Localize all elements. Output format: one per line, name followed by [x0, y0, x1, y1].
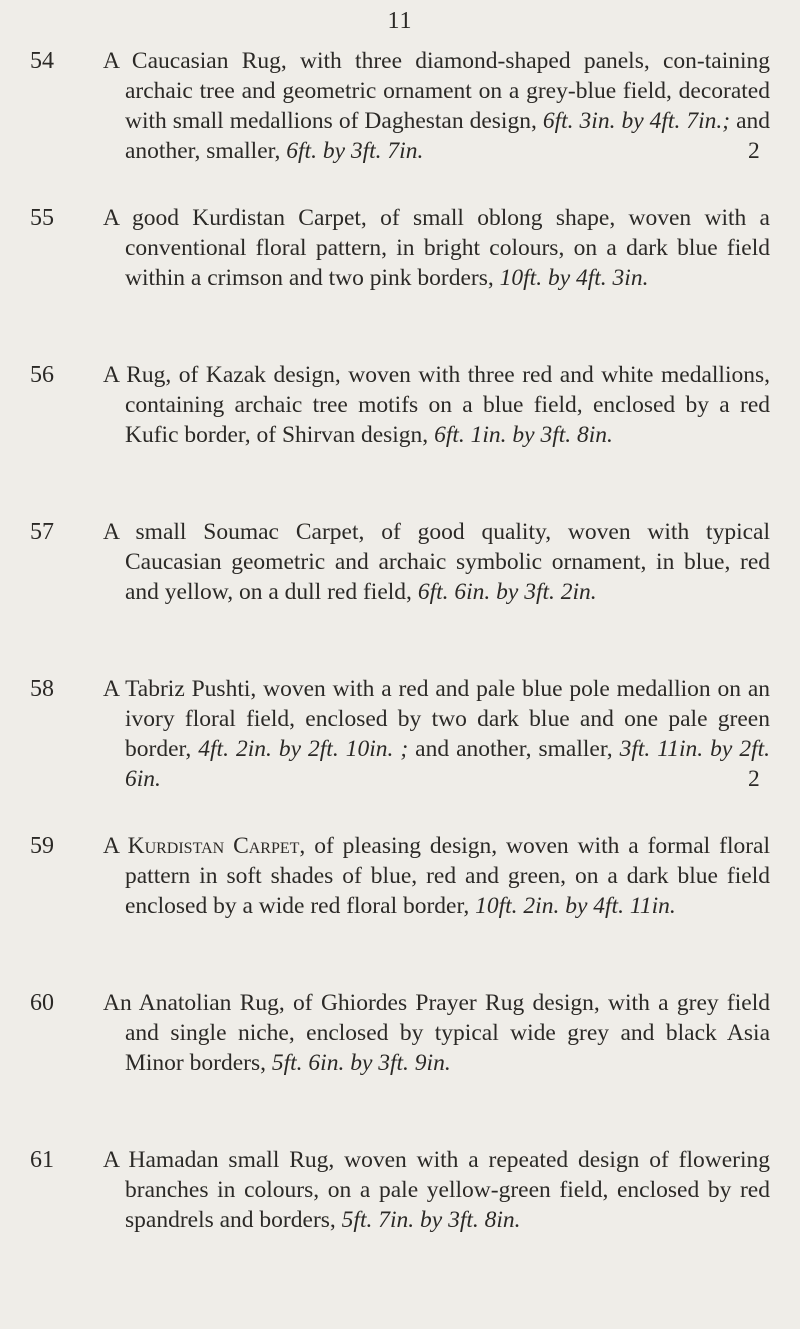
lot-description [103, 203, 770, 293]
lot-entry [0, 988, 800, 1145]
lot-dimensions: 6ft. 6in. by 3ft. 2in. [417, 579, 597, 605]
page-number: 11 [387, 8, 413, 34]
lot-text: A small Soumac Carpet, of good quality, woven with typical Caucasian geometric and archaic symbolic ornament, in blue, red and yellow, on a dull red field, [103, 519, 770, 605]
lot-entry [0, 203, 800, 360]
lot-description [103, 1145, 770, 1235]
lot-number: 56 [30, 362, 54, 388]
lot-text-additional: and another, smaller, [415, 736, 613, 762]
lot-entry [0, 517, 800, 674]
lot-description: A Tabriz Pushti, woven with a red and pale blue pole medallion on an ivory floral field, enclosed by two dark blue and one pale green border, 4ft. 2in. by 2ft. 10in. ; and another, smaller, 3ft. 11in. by 2ft. 6in. 2 [103, 676, 771, 792]
lot-list [0, 46, 800, 1302]
lot-dimensions-additional: 3ft. 11in. by 2ft. 6in. [125, 736, 771, 792]
lot-description [103, 831, 770, 921]
lot-dimensions: 5ft. 7in. by 3ft. 8in. [341, 1207, 521, 1233]
lot-text: A Tabriz Pushti, woven with a red and pale blue pole medallion on an ivory floral field, enclosed by two dark blue and one pale green border, [103, 676, 770, 762]
lot-dimensions: 10ft. 2in. by 4ft. 11in. [475, 893, 676, 919]
lot-description: A Caucasian Rug, with three diamond-shaped panels, con-taining archaic tree and geometric ornament on a grey-blue field, decorated with small medallions of Daghestan design, 6ft. 3in. by 4ft. 7in.; and another, smaller, 6ft. by 3ft. 7in. 2 [103, 48, 771, 164]
lot-number: 57 [30, 519, 54, 545]
lot-text: A Rug, of Kazak design, woven with three red and white medallions, containing archaic tree motifs on a blue field, enclosed by a red Kufic border, of Shirvan design, [103, 362, 770, 448]
lot-title-small-caps: Kurdistan Carpet, [127, 833, 306, 859]
lot-text-prefix: A [103, 833, 119, 859]
lot-entry [0, 360, 800, 517]
lot-entry [0, 831, 800, 988]
lot-entry [0, 1145, 800, 1302]
lot-number: 59 [30, 833, 54, 859]
lot-number: 61 [30, 1147, 54, 1173]
lot-text: A Hamadan small Rug, woven with a repeated design of flowering branches in colours, on a pale yellow-green field, enclosed by red spandrels and borders, [103, 1147, 770, 1233]
lot-dimensions-additional: 6ft. by 3ft. 7in. [286, 138, 424, 164]
lot-text: of pleasing design, woven with a formal floral pattern in soft shades of blue, red and green, on a dark blue field enclosed by a wide red floral border, [125, 833, 771, 919]
lot-dimensions: 6ft. 3in. by 4ft. 7in.; [542, 108, 731, 134]
lot-description [103, 988, 770, 1078]
lot-description [103, 360, 770, 450]
lot-description [103, 517, 770, 607]
lot-entry [0, 674, 800, 831]
lot-number: 60 [30, 990, 54, 1016]
lot-entry [0, 46, 800, 203]
lot-text: A good Kurdistan Carpet, of small oblong shape, woven with a conventional floral pattern, in bright colours, on a dark blue field within a crimson and two pink borders, [103, 205, 770, 291]
lot-text: An Anatolian Rug, of Ghiordes Prayer Rug design, with a grey field and single niche, enclosed by typical wide grey and black Asia Minor borders, [103, 990, 770, 1076]
lot-dimensions: 6ft. 1in. by 3ft. 8in. [434, 422, 613, 448]
lot-number: 55 [30, 205, 54, 231]
lot-number: 54 [30, 48, 54, 74]
lot-text: A Caucasian Rug, with three diamond-shaped panels, con-taining archaic tree and geometric ornament on a grey-blue field, decorated with small medallions of Daghestan design, [103, 48, 770, 134]
lot-number: 58 [30, 676, 54, 702]
lot-dimensions: 5ft. 6in. by 3ft. 9in. [271, 1050, 451, 1076]
lot-text-additional: and another, smaller, [125, 108, 771, 164]
lot-dimensions: 4ft. 2in. by 2ft. 10in. ; [198, 736, 409, 762]
lot-dimensions: 10ft. by 4ft. 3in. [499, 265, 649, 291]
